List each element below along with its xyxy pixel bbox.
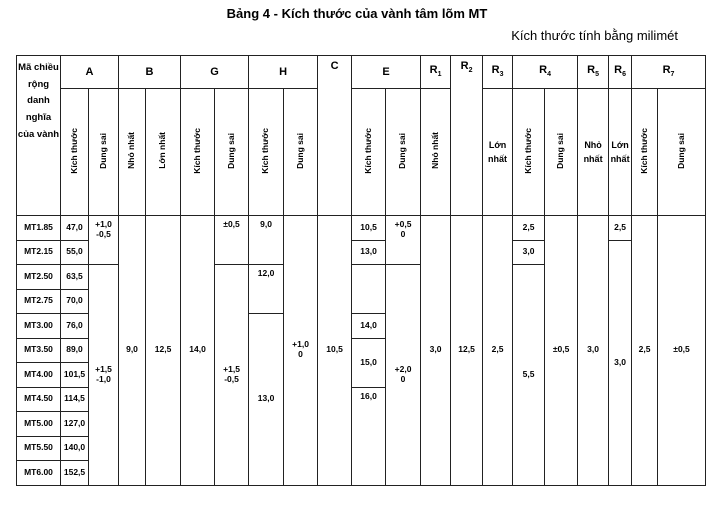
col-r2-header xyxy=(451,56,483,216)
r4-tol-label: Dung sai xyxy=(555,132,566,169)
r5-cell: 3,0 xyxy=(578,216,609,486)
r2-letter: R xyxy=(460,60,469,72)
a-tol-group-1 xyxy=(89,216,119,265)
col-g-header: G xyxy=(181,56,249,89)
r7-tol-label: Dung sai xyxy=(675,132,686,169)
r1-min-sub xyxy=(421,89,451,216)
r6-cell-1: 2,5 xyxy=(609,216,632,241)
col-h-header: H xyxy=(249,56,318,89)
col-r3-header xyxy=(483,56,513,89)
r1-cell: 3,0 xyxy=(421,216,451,486)
row-code: MT3.50 xyxy=(17,338,61,363)
g-tol-group-2 xyxy=(215,265,249,486)
g-size-label: Kích thước xyxy=(191,127,202,174)
h-tol-label: Dung sai xyxy=(294,132,305,169)
e-tol-sub xyxy=(386,89,421,216)
col-r6-header xyxy=(609,56,632,89)
col-c-header xyxy=(318,56,352,216)
r1-min-label: Nhỏ nhất xyxy=(429,132,440,170)
r4-size-sub xyxy=(513,89,545,216)
col-e-header: E xyxy=(352,56,421,89)
h-tol-cell xyxy=(284,216,318,486)
r4-tol-cell: ±0,5 xyxy=(545,216,578,486)
a-tol-2-lower: -1,0 xyxy=(96,373,111,384)
r3-letter: R xyxy=(491,64,500,77)
row-code: MT2.75 xyxy=(17,289,61,314)
e-size-sub xyxy=(352,89,386,216)
e-tol-group-2 xyxy=(386,265,421,486)
col-a-header: A xyxy=(61,56,119,89)
c-cell: 10,5 xyxy=(318,216,352,486)
rim-dimension-table xyxy=(16,55,706,486)
h-size-group-3: 13,0 xyxy=(249,314,284,486)
g-tol-label: Dung sai xyxy=(225,132,236,169)
col-b-header: B xyxy=(119,56,181,89)
a-size-cell: 47,0 xyxy=(61,216,89,241)
e-tol-label: Dung sai xyxy=(397,132,408,169)
r7-size-label: Kích thước xyxy=(638,127,649,174)
h-size-label: Kích thước xyxy=(260,127,271,174)
a-tol-group-2 xyxy=(89,265,119,486)
g-tol-group-1: ±0,5 xyxy=(215,216,249,265)
a-size-cell: 127,0 xyxy=(61,412,89,437)
a-size-cell: 70,0 xyxy=(61,289,89,314)
r7-subscript: 7 xyxy=(670,71,675,79)
r7-tol-cell: ±0,5 xyxy=(658,216,706,486)
h-size-group-1: 9,0 xyxy=(249,216,284,265)
r5-letter: R xyxy=(587,64,596,77)
r7-size-cell: 2,5 xyxy=(632,216,658,486)
a-tol-sub xyxy=(89,89,119,216)
row-code: MT3.00 xyxy=(17,314,61,339)
e-size-empty xyxy=(352,265,386,314)
designation-header xyxy=(17,56,61,216)
r4-tol-sub xyxy=(545,89,578,216)
r5-min-sub xyxy=(578,89,609,216)
r3-max-label: Lớn nhất xyxy=(488,139,508,164)
h-tol-sub xyxy=(284,89,318,216)
b-min-sub xyxy=(119,89,146,216)
r4-size-label: Kích thước xyxy=(522,127,533,174)
row-code: MT4.50 xyxy=(17,387,61,412)
r5-subscript: 5 xyxy=(595,71,599,79)
e-tol-group-1 xyxy=(386,216,421,265)
a-size-cell: 101,5 xyxy=(61,363,89,388)
r4-size-cell-1: 2,5 xyxy=(513,216,545,241)
b-max-sub xyxy=(146,89,181,216)
a-size-cell: 114,5 xyxy=(61,387,89,412)
e-size-cell-5: 16,0 xyxy=(352,387,386,485)
a-size-cell: 76,0 xyxy=(61,314,89,339)
r2-cell: 12,5 xyxy=(451,216,483,486)
r6-subscript: 6 xyxy=(622,71,626,79)
col-r5-header xyxy=(578,56,609,89)
b-max-cell: 12,5 xyxy=(146,216,181,486)
b-min-cell: 9,0 xyxy=(119,216,146,486)
r4-size-cell-2: 3,0 xyxy=(513,240,545,265)
r6-max-sub xyxy=(609,89,632,216)
a-tol-1-lower: -0,5 xyxy=(96,228,111,239)
a-size-cell: 140,0 xyxy=(61,436,89,461)
e-tol-2-lower: 0 xyxy=(400,373,406,384)
a-size-cell: 55,0 xyxy=(61,240,89,265)
col-r4-header xyxy=(513,56,578,89)
row-code: MT5.50 xyxy=(17,436,61,461)
r6-letter: R xyxy=(614,64,623,77)
r6-max-label: Lớn nhất xyxy=(610,139,630,164)
b-min-label: Nhỏ nhất xyxy=(126,132,137,170)
row-code: MT5.00 xyxy=(17,412,61,437)
r3-subscript: 3 xyxy=(499,71,504,79)
row-code: MT6.00 xyxy=(17,461,61,486)
e-size-label: Kích thước xyxy=(362,127,373,174)
r4-letter: R xyxy=(539,64,548,77)
a-size-cell: 89,0 xyxy=(61,338,89,363)
table-title: Bảng 4 - Kích thước của vành tâm lõm MT xyxy=(226,6,488,21)
a-tol-label: Dung sai xyxy=(97,132,108,169)
h-size-group-2: 12,0 xyxy=(249,265,284,314)
r4-subscript: 4 xyxy=(547,71,551,79)
row-code: MT2.50 xyxy=(17,265,61,290)
g-tol-2-upper: +1,5 xyxy=(223,363,240,374)
a-size-cell: 152,5 xyxy=(61,461,89,486)
r3-max-sub xyxy=(483,89,513,216)
r7-letter: R xyxy=(662,64,671,77)
e-tol-2-upper: +2,0 xyxy=(394,363,412,374)
e-size-cell-3: 14,0 xyxy=(352,314,386,339)
r6-cell-2: 3,0 xyxy=(609,240,632,485)
h-tol-upper: +1,0 xyxy=(292,339,309,350)
g-size-sub xyxy=(181,89,215,216)
r1-subscript: 1 xyxy=(437,71,442,79)
a-tol-2-upper: +1,5 xyxy=(95,363,112,374)
g-tol-sub xyxy=(215,89,249,216)
a-tol-1-upper: +1,0 xyxy=(95,219,112,229)
g-tol-2-lower: -0,5 xyxy=(224,373,239,384)
e-size-cell-4: 15,0 xyxy=(352,338,386,387)
row-code: MT2.15 xyxy=(17,240,61,265)
r4-size-cell-3: 5,5 xyxy=(513,265,545,486)
row-code: MT4.00 xyxy=(17,363,61,388)
h-size-sub xyxy=(249,89,284,216)
r1-letter: R xyxy=(429,64,438,77)
col-c-label: C xyxy=(330,60,339,72)
col-r7-header xyxy=(632,56,706,89)
designation-label: Mã chiều rộng danh nghĩa của vành xyxy=(17,62,60,140)
e-tol-1-upper: +0,5 xyxy=(394,219,412,229)
h-tol-lower: 0 xyxy=(298,349,303,360)
r3-cell: 2,5 xyxy=(483,216,513,486)
units-note: Kích thước tính bằng milimét xyxy=(511,28,678,43)
e-size-cell-1: 10,5 xyxy=(352,216,386,241)
e-tol-1-lower: 0 xyxy=(400,228,406,239)
r7-tol-sub xyxy=(658,89,706,216)
b-max-label: Lớn nhất xyxy=(157,132,168,169)
r7-size-sub xyxy=(632,89,658,216)
a-size-sub xyxy=(61,89,89,216)
row-code: MT1.85 xyxy=(17,216,61,241)
a-size-label: Kích thước xyxy=(68,127,79,174)
r5-min-label: Nhỏ nhất xyxy=(583,139,603,164)
r2-subscript: 2 xyxy=(468,67,473,75)
a-size-cell: 63,5 xyxy=(61,265,89,290)
e-size-cell-2: 13,0 xyxy=(352,240,386,265)
g-size-cell: 14,0 xyxy=(181,216,215,486)
col-r1-header xyxy=(421,56,451,89)
